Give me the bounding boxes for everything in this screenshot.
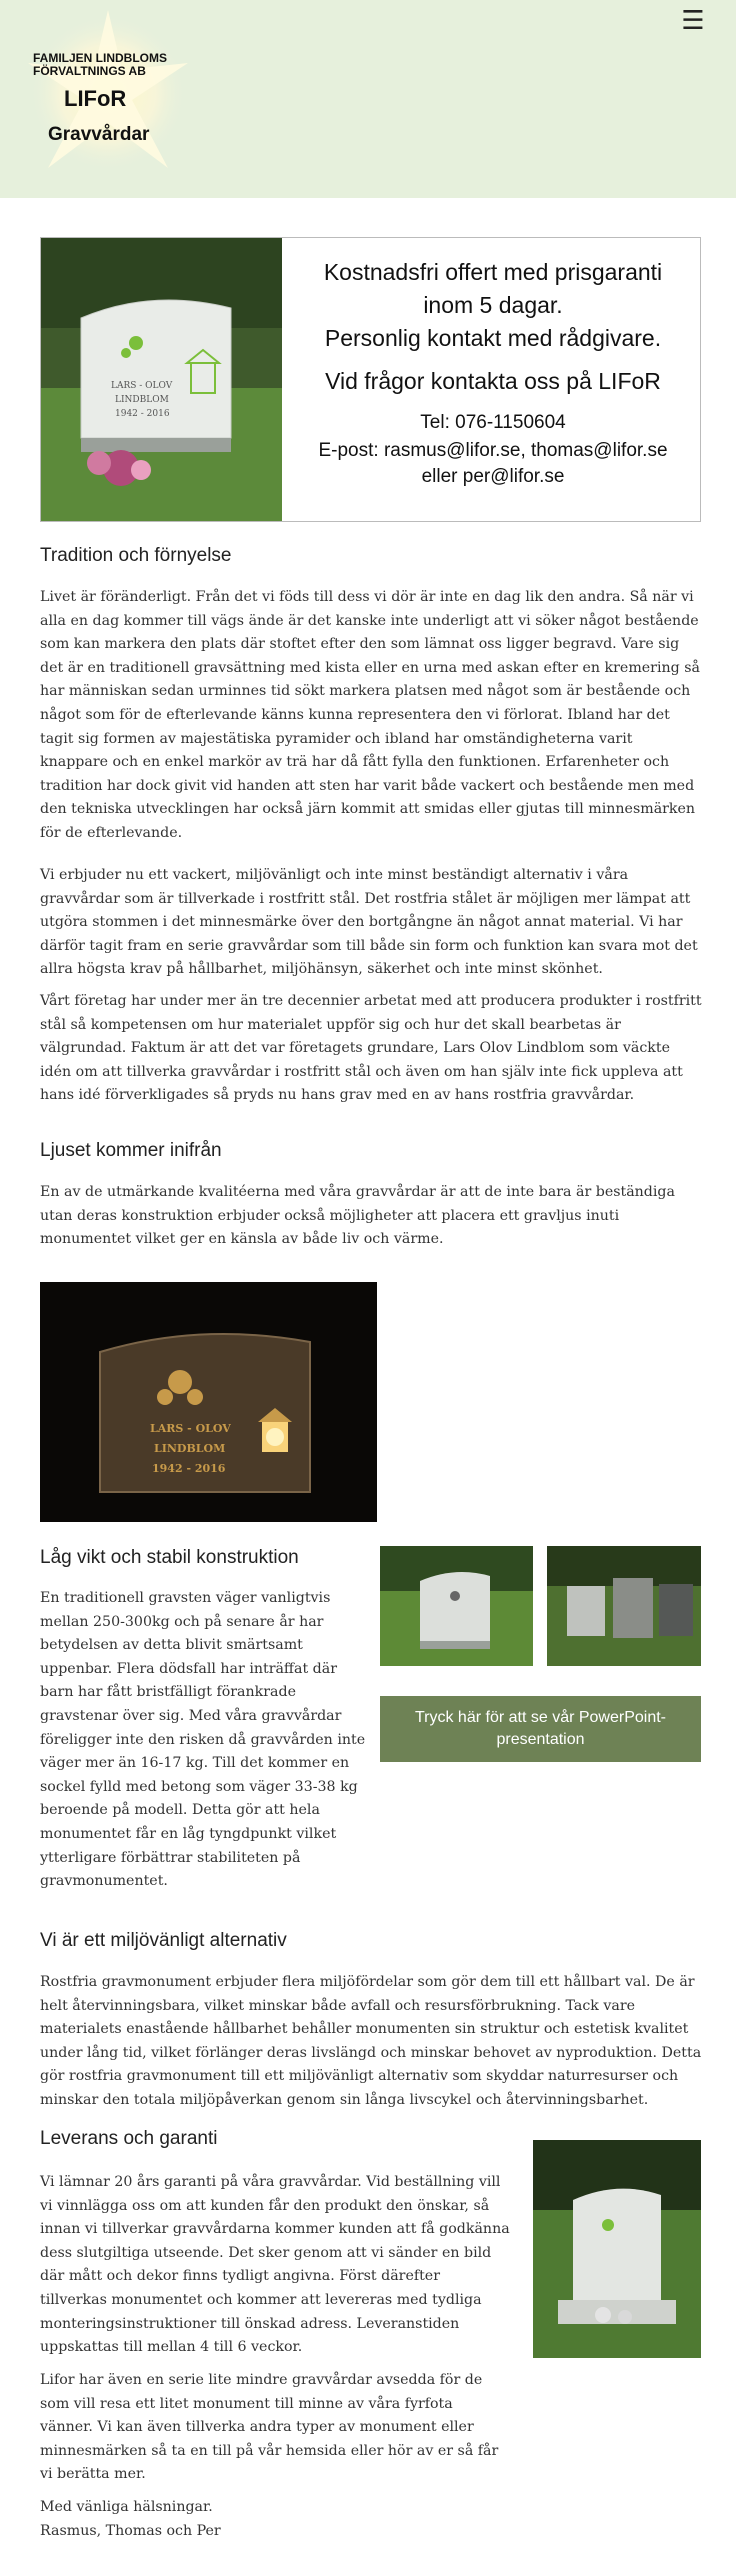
monument-grass-photo: [380, 1546, 533, 1666]
offer-email1[interactable]: E-post: rasmus@lifor.se, thomas@lifor.se: [318, 440, 668, 461]
delivery-paragraph-2: Lifor har även en serie lite mindre gravvårdar avsedda för de som vill resa ett litet monument till minne av våra fyrfota vänner. Vi kan även tillverka andra typer av monument eller minnesmärken så ta en till på vår hemsida eller hör av er så får vi berätta mer.: [40, 2372, 499, 2483]
offer-email2[interactable]: eller per@lifor.se: [421, 466, 565, 487]
heading-tradition: Tradition och förnyelse: [40, 545, 232, 566]
offer-line1: Kostnadsfri offert med prisgaranti: [323, 259, 663, 285]
closing-names: Rasmus, Thomas och Per: [40, 2523, 221, 2539]
tradition-paragraph-3: Vårt företag har under mer än tre decennier arbetat med att producera produkter i rostfritt stål så kompetensen om hur materialet uppför sig och hur det skall bearbetas är välgrundad. Faktum är att det var företagets grundare, Lars Olov Lindblom som väckte idén om att tillverka gravvårdar i rostfritt stål och även om han själv inte fick uppleva att hans idé förverkligades så pryds nu hans grav med en av hans rostfria gravvårdar.: [40, 993, 702, 1104]
offer-line4: Vid frågor kontakta oss på LIFoR: [325, 368, 661, 394]
offer-line2: inom 5 dagar.: [423, 292, 563, 318]
heading-light: Ljuset kommer inifrån: [40, 1140, 222, 1161]
heading-weight: Låg vikt och stabil konstruktion: [40, 1547, 299, 1568]
logo-tagline: Gravvårdar: [48, 124, 150, 145]
closing-greeting: Med vänliga hälsningar.: [40, 2499, 213, 2515]
tradition-paragraph-2: Vi erbjuder nu ett vackert, miljövänligt och inte minst beständigt alternativ i våra gravvårdar som är tillverkade i rostfritt stål. Det rostfria stålet är möjligen mer lämpat att utgöra stommen i det minnesmärke över den bortgångne än något annat material. Vi har därför tagit fram en serie gravvårdar som till både sin form och funktion kan svara mot det allra högsta krav på hållbarhet, miljöhänsyn, säkerhet och inte minst skönhet.: [40, 867, 698, 978]
logo-company-name: FAMILJEN LINDBLOMS FÖRVALTNINGS AB: [33, 51, 167, 78]
offer-line3: Personlig kontakt med rådgivare.: [324, 325, 662, 351]
offer-phone[interactable]: Tel: 076-1150604: [420, 412, 566, 433]
night-monument-inscription: LARS - OLOV LINDBLOM 1942 - 2016: [150, 1422, 231, 1475]
eco-paragraph: Rostfria gravmonument erbjuder flera miljöfördelar som gör dem till ett hållbart val. De är helt återvinningsbara, vilket minskar både avfall och resursförbrukning. Tack vare materialets enastående hållbarhet behåller monumenten sin struktur och estetisk kvalitet under lång tid, vilket förlänger deras livslängd och minskar behovet av nyproduktion. Detta gör rostfria gravmonument till ett miljövänligt alternativ som skyddar naturresurser och minskar den totala miljöpåverkan genom sin långa livscykel och återvinningsbarhet.: [40, 1974, 702, 2108]
delivery-paragraph-1: Vi lämnar 20 års garanti på våra gravvårdar. Vid beställning vill vi vinnlägga oss om att kunden får den produkt den önskar, så innan vi tillverkar gravvårdarna kommer kunden att få godkänna dess slutgiltiga utseende. Det sker genom att vi sänder en bild där mått och dekor finns tydligt angivna. Först därefter tillverkas monumentet och kommer att levereras med tydliga monteringsinstruktioner till önskad adress. Leveranstiden uppskattas till mellan 4 till 6 veckor.: [40, 2174, 510, 2356]
tradition-paragraph-1: Livet är föränderligt. Från det vi föds till dess vi dör är inte en dag lik den andra. Så när vi alla en dag kommer till vägs ände är det kanske inte underligt att vi söker något bestående som kan markera den plats där stoftet efter den som lämnat oss ligger begravd. Vare sig det är en traditionell gravsättning med kista eller en urna med askan efter en kremering så har människan sedan urminnes tid sökt markera platsen med något som är bestående och något som för de efterlevande känns kunna representera den vi förlorat. Ibland har det tagit sig formen av majestätiska pyramider och ibland har omständigheterna varit knappare och en enkel markör av trä har då fått fylla den funktionen. Erfarenheter och tradition har dock givit vid handen att sten har varit både vackert och bestående men med den tekniska utvecklingen har också järn kommit att smidas eller gjutas till minnesmärken för de efterlevande.: [40, 589, 700, 841]
offer-box: [40, 237, 701, 522]
site-header: [0, 0, 736, 198]
weight-paragraph: En traditionell gravsten väger vanligtvis mellan 250-300kg och på senare år har betydelsen av detta blivit smärtsamt uppenbar. Flera dödsfall har inträffat där barn har fått bristfälligt förankrade gravstenar över sig. Med våra gravvårdar föreligger inte den risken då gravvården inte väger mer än 16-17 kg. Till det kommer en sockel fylld med betong som väger 33-38 kg beroende på modell. Detta gör att hela monumentet får en låg tyngdpunkt vilket ytterligare förbättrar stabiliteten på gravmonumentet.: [40, 1590, 366, 1890]
offer-monument-photo: [41, 238, 282, 521]
heading-delivery: Leverans och garanti: [40, 2128, 218, 2149]
light-paragraph: En av de utmärkande kvalitéerna med våra gravvårdar är att de inte bara är beständiga utan deras konstruktion erbjuder också möjligheter att placera ett gravljus inuti monumentet vilket ger en känsla av både liv och värme.: [40, 1184, 675, 1248]
night-monument-photo: [40, 1282, 377, 1522]
offer-monument-inscription: LARS - OLOV LINDBLOM 1942 - 2016: [111, 381, 173, 419]
monuments-row-photo: [547, 1546, 701, 1666]
heading-eco: Vi är ett miljövänligt alternativ: [40, 1930, 287, 1951]
hamburger-menu-icon[interactable]: ☰: [681, 6, 705, 36]
powerpoint-button[interactable]: Tryck här för att se vår PowerPoint-presentation: [380, 1696, 701, 1762]
logo-brand[interactable]: LIFoR: [64, 86, 127, 111]
offer-text: [296, 256, 690, 490]
small-monument-photo: [533, 2140, 701, 2358]
